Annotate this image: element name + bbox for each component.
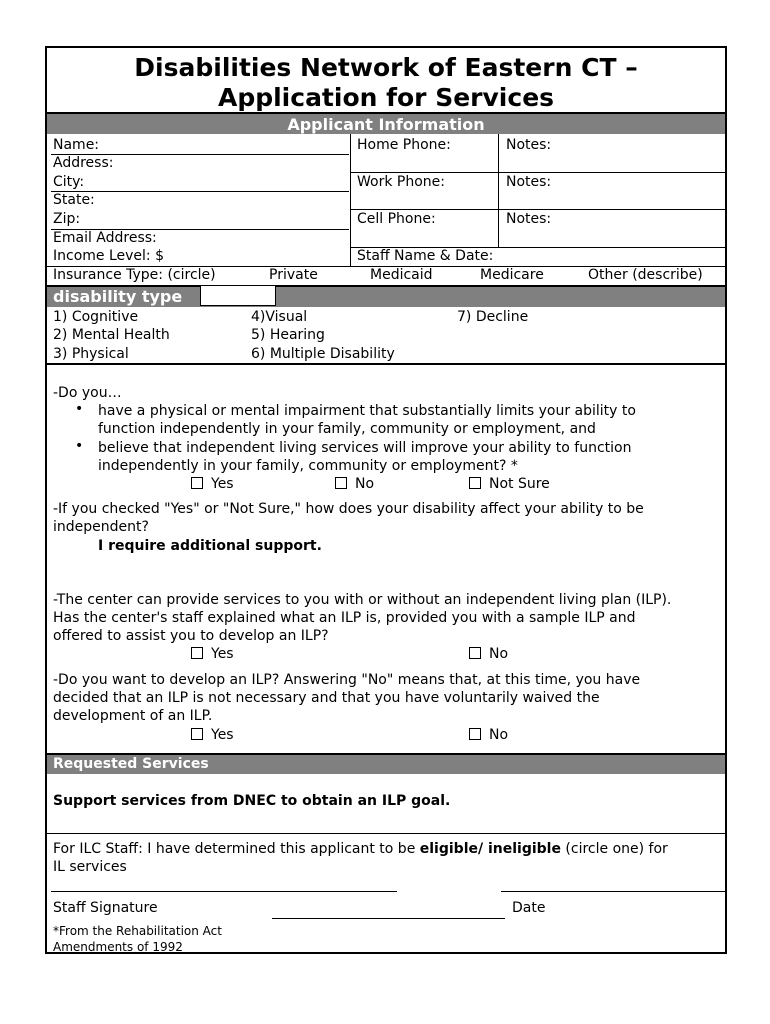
city-field-line[interactable] (51, 191, 349, 192)
q3-no-option[interactable] (469, 726, 508, 744)
work-phone-label: Work Phone: (357, 174, 445, 190)
staff-name-date-label: Staff Name & Date: (357, 248, 494, 264)
cell-notes-label: Notes: (506, 211, 552, 227)
insurance-option-medicaid[interactable]: Medicaid (370, 267, 433, 283)
requested-services-label: Requested Services (53, 756, 209, 772)
develop-question-line2: decided that an ILP is not necessary and that you have voluntarily waived the (53, 690, 600, 706)
ilp-question-line3: offered to assist you to develop an ILP? (53, 628, 329, 644)
home-notes-label: Notes: (506, 137, 552, 153)
do-you-label: -Do you… (53, 385, 122, 401)
q1-yes-option[interactable] (191, 475, 234, 493)
q1-yes-label: Yes (211, 476, 234, 492)
name-label: Name: (53, 137, 100, 153)
staff-determination-suffix: (circle one) for (560, 841, 668, 857)
form-title-line1: Disabilities Network of Eastern CT – (134, 53, 638, 82)
disability-option-visual[interactable]: 4)Visual (251, 309, 308, 325)
applicant-information-band: Applicant Information (47, 112, 725, 134)
footnote-line2: Amendments of 1992 (53, 940, 183, 954)
q2-yes-option[interactable] (191, 645, 234, 663)
signature-line-left[interactable] (51, 891, 397, 892)
insurance-option-other[interactable]: Other (describe) (588, 267, 703, 283)
affect-question-line2: independent? (53, 519, 149, 535)
notes-divider (498, 134, 499, 247)
disability-option-multiple[interactable]: 6) Multiple Disability (251, 346, 395, 362)
checkbox-icon[interactable] (469, 477, 481, 489)
staff-determination-line2: IL services (53, 859, 127, 875)
disability-option-physical[interactable]: 3) Physical (53, 346, 129, 362)
checkbox-icon[interactable] (191, 647, 203, 659)
city-label: City: (53, 174, 85, 190)
work-notes-label: Notes: (506, 174, 552, 190)
develop-question-line1: -Do you want to develop an ILP? Answering "No" means that, at this time, you have (53, 672, 641, 688)
footnote-line1: *From the Rehabilitation Act (53, 924, 222, 938)
disability-option-mental-health[interactable]: 2) Mental Health (53, 327, 170, 343)
requested-services-answer[interactable]: Support services from DNEC to obtain an ILP goal. (53, 793, 451, 809)
q3-yes-label: Yes (211, 727, 234, 743)
eligibility-choice[interactable]: eligible/ ineligible (419, 841, 561, 857)
form-title-line2: Application for Services (217, 83, 555, 112)
staff-determination-line1 (53, 840, 668, 858)
staff-top-line (47, 833, 725, 834)
q1-no-option[interactable] (335, 475, 374, 493)
disability-option-cognitive[interactable]: 1) Cognitive (53, 309, 139, 325)
q3-no-label: No (489, 727, 509, 743)
disability-option-decline[interactable]: 7) Decline (457, 309, 529, 325)
q2-no-option[interactable] (469, 645, 508, 663)
bullet-2-line2: independently in your family, community or employment? * (98, 458, 518, 474)
disability-type-band (47, 285, 725, 307)
bullet-2-icon: • (75, 438, 84, 454)
income-label: Income Level: $ (53, 248, 164, 264)
home-phone-label: Home Phone: (357, 137, 451, 153)
q1-no-label: No (355, 476, 375, 492)
requested-services-band (47, 753, 725, 774)
date-label: Date (512, 900, 546, 916)
affect-question-line1: -If you checked "Yes" or "Not Sure," how does your disability affect your ability to be (53, 501, 644, 517)
q2-no-label: No (489, 646, 509, 662)
checkbox-icon[interactable] (469, 728, 481, 740)
q3-yes-option[interactable] (191, 726, 234, 744)
disability-option-hearing[interactable]: 5) Hearing (251, 327, 325, 343)
insurance-option-private[interactable]: Private (269, 267, 318, 283)
checkbox-icon[interactable] (191, 477, 203, 489)
ilp-question-line2: Has the center's staff explained what an ILP is, provided you with a sample ILP and (53, 610, 636, 626)
application-form (45, 46, 727, 954)
bullet-2-line1: believe that independent living services will improve your ability to function (98, 440, 632, 456)
q1-not-sure-label: Not Sure (489, 476, 550, 492)
q2-yes-label: Yes (211, 646, 234, 662)
staff-signature-label: Staff Signature (53, 900, 158, 916)
bullet-1-icon: • (75, 401, 84, 417)
state-label: State: (53, 192, 95, 208)
address-label: Address: (53, 155, 114, 171)
zip-label: Zip: (53, 211, 81, 227)
bullet-1-line2: function independently in your family, community or employment, and (98, 421, 596, 437)
questions-top-line (47, 363, 725, 365)
checkbox-icon[interactable] (469, 647, 481, 659)
insurance-option-medicare[interactable]: Medicare (480, 267, 544, 283)
checkbox-icon[interactable] (335, 477, 347, 489)
bullet-1-line1: have a physical or mental impairment that substantially limits your ability to (98, 403, 636, 419)
insurance-label: Insurance Type: (circle) (53, 267, 216, 283)
ilp-question-line1: -The center can provide services to you with or without an independent living plan (ILP). (53, 592, 672, 608)
cell-phone-label: Cell Phone: (357, 211, 436, 227)
disability-type-label: disability type (53, 287, 183, 306)
q1-not-sure-option[interactable] (469, 475, 550, 493)
develop-question-line3: development of an ILP. (53, 708, 213, 724)
checkbox-icon[interactable] (191, 728, 203, 740)
staff-determination-prefix: For ILC Staff: I have determined this applicant to be (53, 841, 420, 857)
disability-type-input[interactable] (200, 285, 276, 306)
staff-signature-field[interactable] (272, 918, 505, 919)
email-label: Email Address: (53, 230, 157, 246)
signature-line-right[interactable] (501, 891, 727, 892)
affect-answer[interactable]: I require additional support. (98, 538, 322, 554)
